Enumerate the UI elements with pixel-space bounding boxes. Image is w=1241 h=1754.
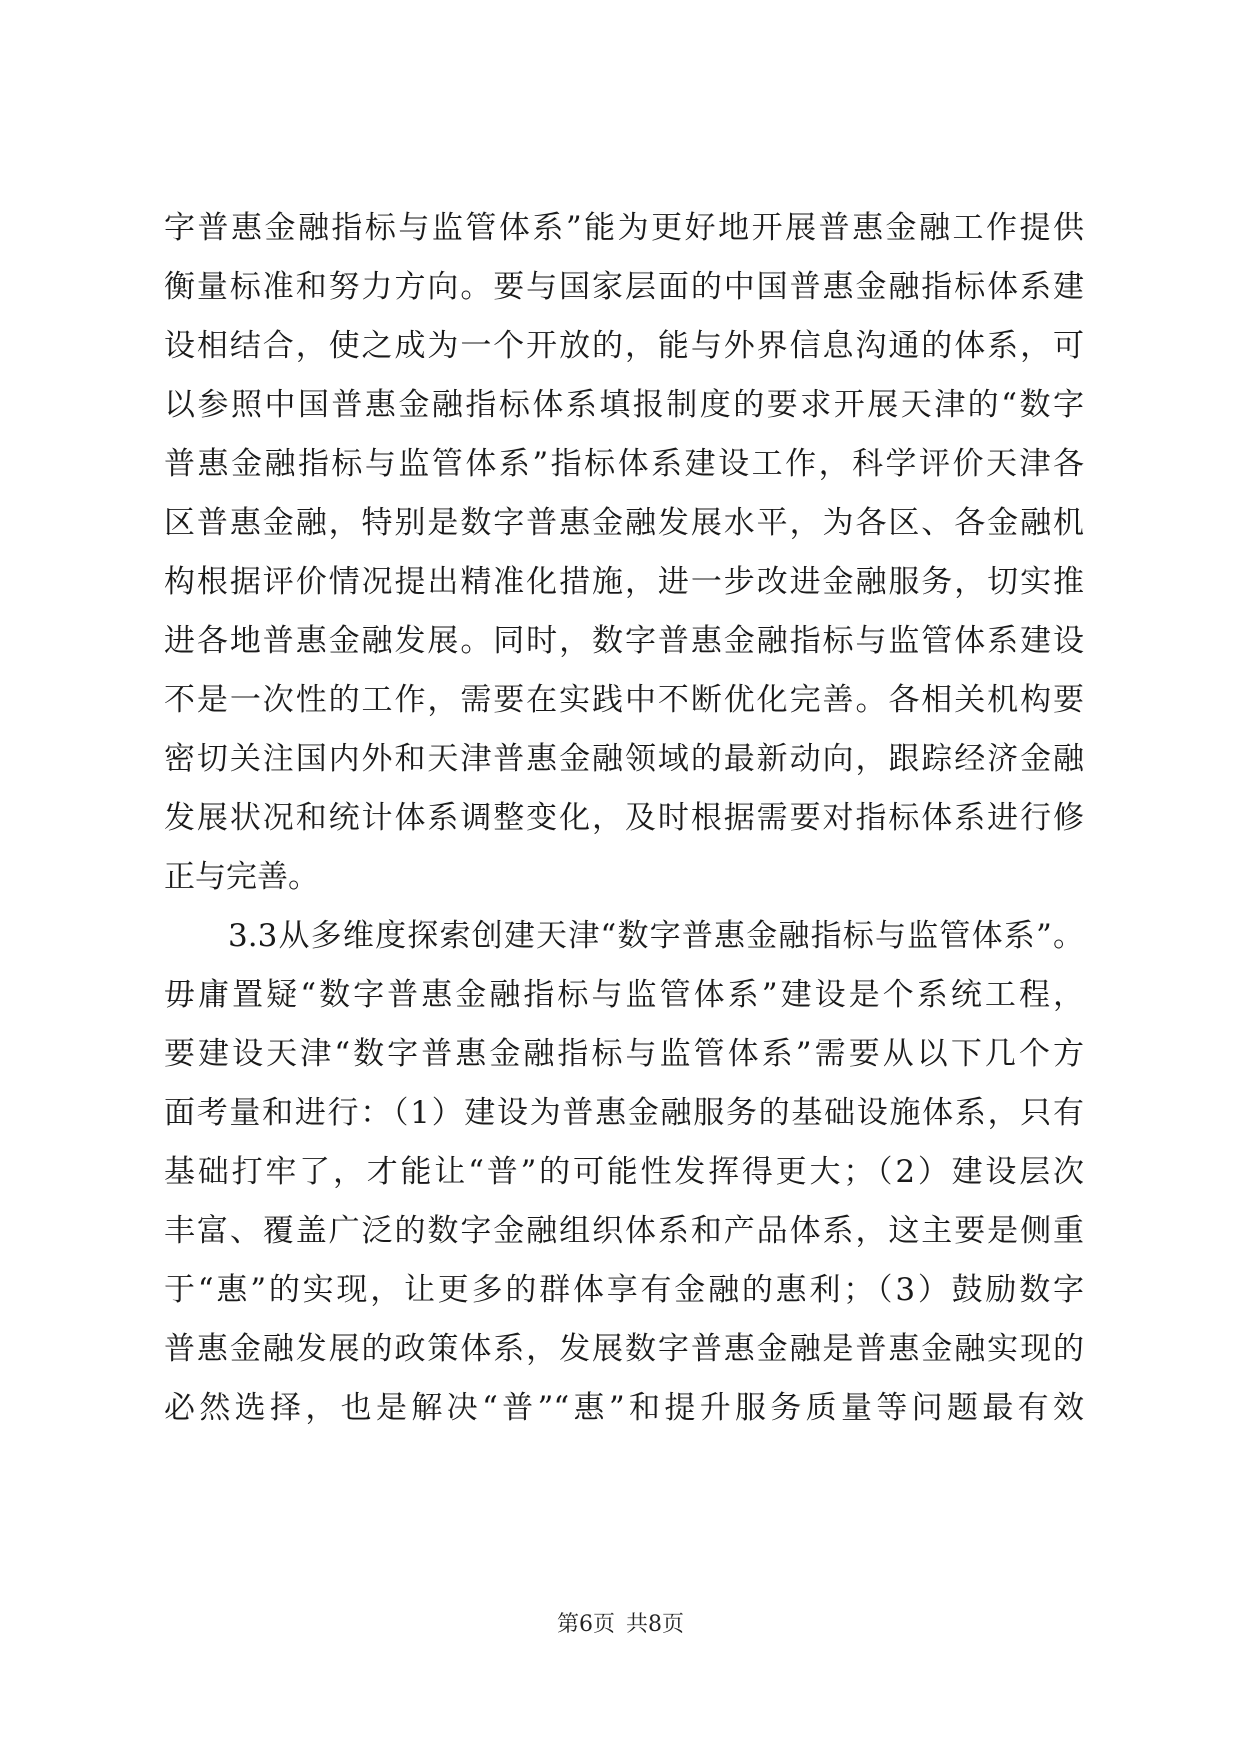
text-line: 要建设天津“数字普惠金融指标与监管体系”需要从以下几个方 — [164, 1036, 1084, 1072]
section-heading-line: 3.3从多维度探索创建天津“数字普惠金融指标与监管体系”。 — [228, 918, 1084, 954]
text-line: 进各地普惠金融发展。同时，数字普惠金融指标与监管体系建设 — [164, 623, 1084, 659]
text-line: 面考量和进行：（1）建设为普惠金融服务的基础设施体系，只有 — [164, 1095, 1084, 1131]
text-line: 必然选择，也是解决“普”“惠”和提升服务质量等问题最有效 — [164, 1390, 1084, 1426]
text-line: 于“惠”的实现，让更多的群体享有金融的惠利；（3）鼓励数字 — [164, 1272, 1084, 1308]
page-number: 第6页 — [557, 1612, 615, 1637]
text-line: 设相结合，使之成为一个开放的，能与外界信息沟通的体系，可 — [164, 328, 1084, 364]
text-line: 构根据评价情况提出精准化措施，进一步改进金融服务，切实推 — [164, 564, 1084, 600]
text-line: 衡量标准和努力方向。要与国家层面的中国普惠金融指标体系建 — [164, 269, 1084, 305]
text-line: 基础打牢了，才能让“普”的可能性发挥得更大；（2）建设层次 — [164, 1154, 1084, 1190]
text-line: 毋庸置疑“数字普惠金融指标与监管体系”建设是个系统工程， — [164, 977, 1084, 1013]
page-total: 共8页 — [626, 1612, 684, 1637]
text-line: 密切关注国内外和天津普惠金融领域的最新动向，跟踪经济金融 — [164, 741, 1084, 777]
text-line: 正与完善。 — [164, 859, 319, 895]
text-line: 普惠金融发展的政策体系，发展数字普惠金融是普惠金融实现的 — [164, 1331, 1084, 1367]
text-line: 发展状况和统计体系调整变化，及时根据需要对指标体系进行修 — [164, 800, 1084, 836]
text-line: 区普惠金融，特别是数字普惠金融发展水平，为各区、各金融机 — [164, 505, 1084, 541]
text-line: 丰富、覆盖广泛的数字金融组织体系和产品体系，这主要是侧重 — [164, 1213, 1084, 1249]
text-line: 以参照中国普惠金融指标体系填报制度的要求开展天津的“数字 — [164, 387, 1084, 423]
text-line: 不是一次性的工作，需要在实践中不断优化完善。各相关机构要 — [164, 682, 1084, 718]
page-footer — [0, 1610, 1241, 1640]
text-line: 普惠金融指标与监管体系”指标体系建设工作，科学评价天津各 — [164, 446, 1084, 482]
text-line: 字普惠金融指标与监管体系”能为更好地开展普惠金融工作提供 — [164, 210, 1084, 246]
